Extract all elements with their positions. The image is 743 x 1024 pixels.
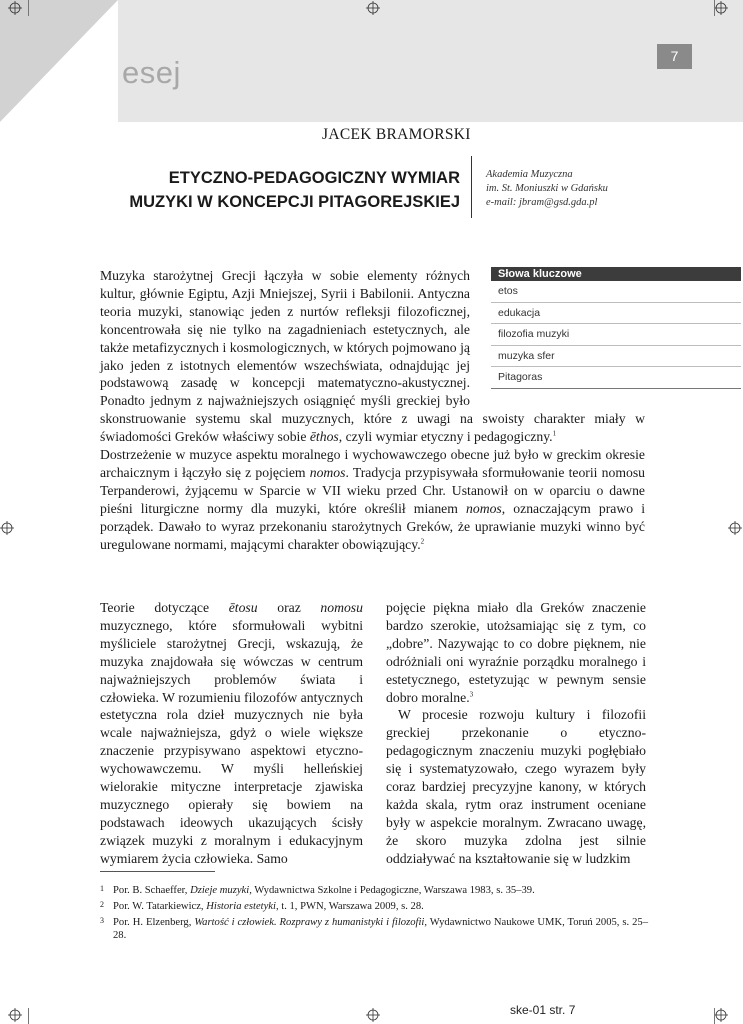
text-run: Por. W. Tatarkiewicz, <box>113 900 207 912</box>
text-run: oraz <box>257 600 321 615</box>
author-name: JACEK BRAMORSKI <box>322 126 471 143</box>
affiliation-line: Akademia Muzyczna <box>486 169 573 180</box>
keywords-spacer <box>470 267 645 393</box>
footnote-number: 3 <box>100 915 104 925</box>
text-run: Por. B. Schaeffer, <box>113 885 191 896</box>
paragraph <box>100 599 363 868</box>
text-run: Muzyka starożytnej Grecji łączyła w sobie elementy różnych kultur, głównie Egiptu, Azji Mniejszej, Syrii i Babilonii. Antyczna teoria muzyki, stanowiąc jeden z nurtów refleksji filozoficznej, koncentrowała się nie tylko na zagadnieniach estetycznych, ale także metafizycznych i kosmologicznych, w których pojmowano ją jako jeden z istotnych elementów wszechświata, odnajdując jej podstawową zasadę w koncepcji matematyczno-akustycznej. Ponadto jednym z najważniejszych osiągnięć myśli greckiej było skonstruowanie systemu skal muzycznych, które z uwagi na swoisty charakter miały w świadomości Greków właściwy sobie <box>100 268 645 445</box>
title-line: ETYCZNO-PEDAGOGICZNY WYMIAR <box>168 169 460 187</box>
text-run: , Wydawnictwa Szkolne i Pedagogiczne, Warszawa 1983, s. 35–39. <box>249 885 535 896</box>
text-run: Teorie dotyczące <box>100 600 229 615</box>
footnote <box>100 884 648 897</box>
trim-mark <box>28 0 29 16</box>
section-label: esej <box>122 55 181 90</box>
text-run: W procesie rozwoju kultury i filozofii greckiej przekonanie o etyczno-pedagogicznym znaczeniu muzyki pogłębiało się i systematyzowało, czego wyrazem były coraz bardziej precyzyjne kanony, w których każda skala, rytm oraz instrument oceniane były w aspekcie moralnym. Zwracano uwagę, że skoro muzyka zdolna jest silnie oddziaływać na kształtowanie się w ludzkim <box>386 707 646 866</box>
italic-term: nomos <box>309 464 346 480</box>
text-run: muzycznego, które sformułowali wybitni myśliciele starożytnej Grecji, wskazują, że muzyka znajdowała się wówczas w centrum najważniejszych problemów świata i człowieka. W rozumieniu filozofów antycznych estetyczna rola dzieł muzycznych nie była wcale najważniejsza, gdyż o wiele większe znaczenie przypisywano aspektowi etyczno-wychowawczemu. W myśli helleńskiej wielorakie mityczne interpretacje zjawiska muzycznego opierały się bowiem na podstawach ideowych ukazujących ścisły związek muzyki z moralnym i edukacyjnym wymiarem życia człowieka. Samo <box>100 617 363 866</box>
registration-mark-icon <box>8 1008 22 1022</box>
keyword-item: filozofia muzyki <box>491 324 741 346</box>
footnote-ref: 2 <box>420 537 425 546</box>
text-run: , czyli wymiar etyczny i pedagogiczny. <box>338 429 553 445</box>
page-number: 7 <box>657 44 692 69</box>
registration-mark-icon <box>366 1 380 15</box>
footnote <box>100 900 648 913</box>
italic-term: ētosu <box>228 600 258 615</box>
author-email: e-mail: jbram@gsd.gda.pl <box>486 197 598 208</box>
footnote-text <box>113 900 648 913</box>
registration-mark-icon <box>728 521 742 535</box>
footnote-ref: 3 <box>469 689 474 698</box>
footnote-number: 1 <box>100 884 104 893</box>
italic-title: Wartość i człowiek. Rozprawy z humanistyki i filozofii <box>194 916 425 928</box>
text-run: . Tradycja przypisywała sformułowanie teorii nomosu Terpanderowi, żyjącemu w Sparcie w VII wieku przed Chr. Ustanowił on w oparciu o dawne pieśni liturgiczne normy dla muzyki, które określił mianem <box>100 464 645 516</box>
print-slug: ske-01 str. 7 <box>510 1003 576 1017</box>
italic-term: nomosu <box>320 600 363 615</box>
registration-mark-icon <box>0 521 14 535</box>
keyword-item: edukacja <box>491 303 741 325</box>
affiliation-line: im. St. Moniuszki w Gdańsku <box>486 183 608 194</box>
italic-title: Historia estetyki <box>206 900 276 912</box>
registration-mark-icon <box>714 1008 728 1022</box>
text-run: , oznaczającym prawo i porządek. Dawało to wyraz przekonaniu starożytnych Greków, że uprawianie muzyki winno być uregulowane normami, mającymi charakter obowiązujący. <box>100 500 645 552</box>
text-run: , Wydawnictwo Naukowe UMK, Toruń 2005, s. 25–28. <box>113 916 648 942</box>
affiliation <box>486 168 608 210</box>
title-line: MUZYKI W KONCEPCJI PITAGOREJSKIEJ <box>129 193 460 211</box>
trim-mark <box>714 1008 715 1024</box>
pen-nib-icon <box>0 0 118 122</box>
keyword-item: etos <box>491 281 741 303</box>
paragraph <box>386 706 646 867</box>
keywords-heading: Słowa kluczowe <box>491 267 741 281</box>
column-left <box>100 599 363 868</box>
keyword-item: muzyka sfer <box>491 346 741 368</box>
text-run: Por. H. Elzenberg, <box>113 916 195 928</box>
text-run: pojęcie piękna miało dla Greków znaczenie bardzo szerokie, utożsamiając się z tym, co „dobre”. Nazywając to co dobre pięknem, nie odróżniali oni wyraźnie porządku moralnego i estetycznego, estetyzując w pewnym sensie dobro moralne. <box>386 600 646 705</box>
trim-mark <box>714 0 715 16</box>
footnote-text <box>113 884 648 897</box>
paragraph <box>100 446 645 553</box>
article-title <box>86 166 460 214</box>
keyword-item: Pitagoras <box>491 367 741 389</box>
registration-mark-icon <box>366 1008 380 1022</box>
italic-term: nomos <box>466 500 502 516</box>
title-divider <box>471 156 472 218</box>
registration-mark-icon <box>8 1 22 15</box>
footnote <box>100 916 648 943</box>
footnote-ref: 1 <box>552 429 557 438</box>
footnotes <box>100 884 648 945</box>
registration-mark-icon <box>714 1 728 15</box>
text-run: , t. 1, PWN, Warszawa 2009, s. 28. <box>275 900 424 912</box>
paragraph <box>386 599 646 706</box>
column-right <box>386 599 646 868</box>
trim-mark <box>28 1008 29 1024</box>
italic-term: ēthos <box>309 429 339 445</box>
footnote-number: 2 <box>100 899 104 909</box>
lead-text <box>100 267 645 554</box>
text-run: Dostrzeżenie w muzyce aspektu moralnego i wychowawczego obecne już było w greckim okresie archaicznym i łączyło się z pojęciem <box>100 447 645 480</box>
footnote-rule <box>100 871 215 872</box>
footnote-text <box>113 916 648 943</box>
italic-title: Dzieje muzyki <box>190 885 250 896</box>
